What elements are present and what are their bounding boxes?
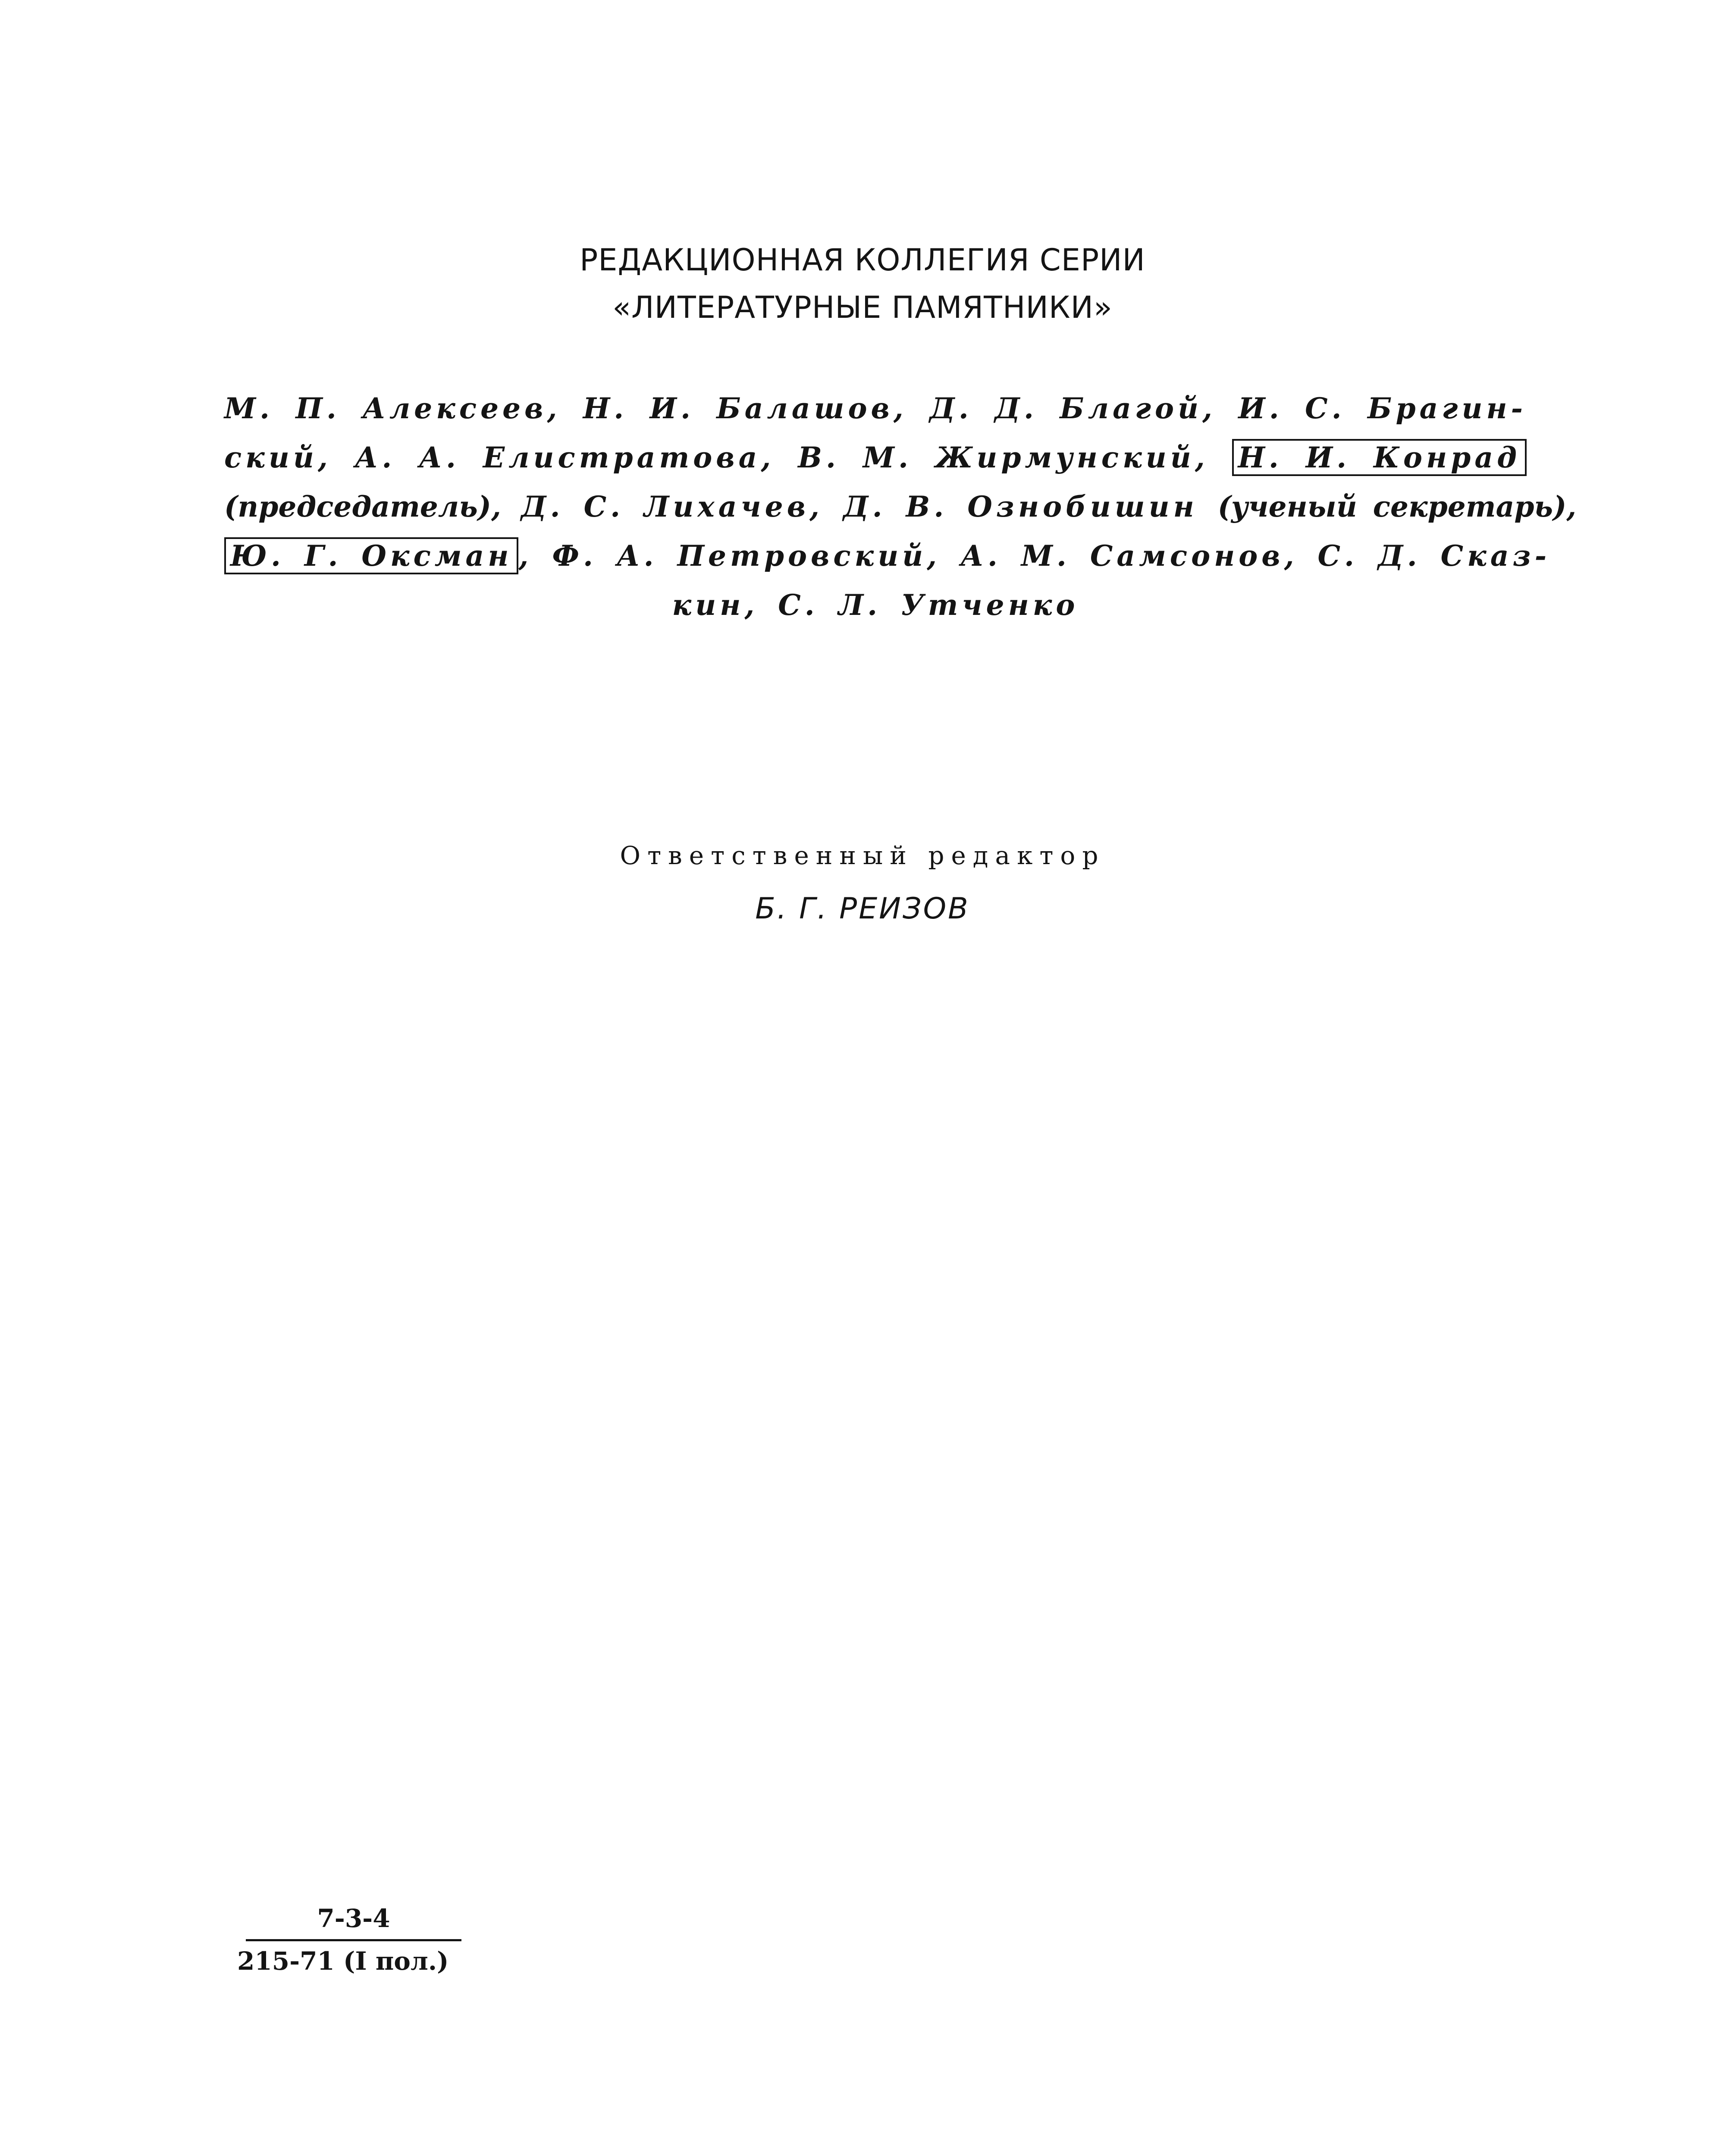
code-denominator: 215-71 (I пол.) [237,1946,449,1976]
members-line-4 [224,531,1551,580]
members-line-5: кин, С. Л. Утченко [672,588,1079,622]
members-line-3 [224,482,1577,531]
code-numerator: 7-3-4 [246,1904,461,1941]
members-line-2 [224,433,1527,482]
heading-line-1: РЕДАКЦИОННАЯ КОЛЛЕГИЯ СЕРИИ [580,242,1145,278]
heading-line-2: «ЛИТЕРАТУРНЫЕ ПАМЯТНИКИ» [612,290,1113,325]
members-line-3-text: Д. С. Лихачев, Д. В. Ознобишин [521,490,1198,523]
boxed-name-oksman: Ю. Г. Оксман [224,537,518,574]
board-members-list [224,384,1577,630]
members-line-4-text: , Ф. А. Петровский, А. М. Самсонов, С. Д. Сказ- [518,539,1551,573]
boxed-name-konrad: Н. И. Конрад [1232,439,1527,476]
secretary-note: (ученый секретарь), [1217,490,1577,523]
responsible-editor-name: Б. Г. РЕИЗОВ [755,892,970,926]
members-line-1: М. П. Алексеев, Н. И. Балашов, Д. Д. Благой, И. С. Брагин- [224,392,1527,425]
responsible-editor-label: Ответственный редактор [620,841,1105,870]
members-line-2-text: ский, А. А. Елистратова, В. М. Жирмунский, [224,441,1209,474]
classification-code [237,1904,470,1976]
editorial-board-heading [0,236,1725,331]
chairman-note: (председатель), [224,490,501,523]
